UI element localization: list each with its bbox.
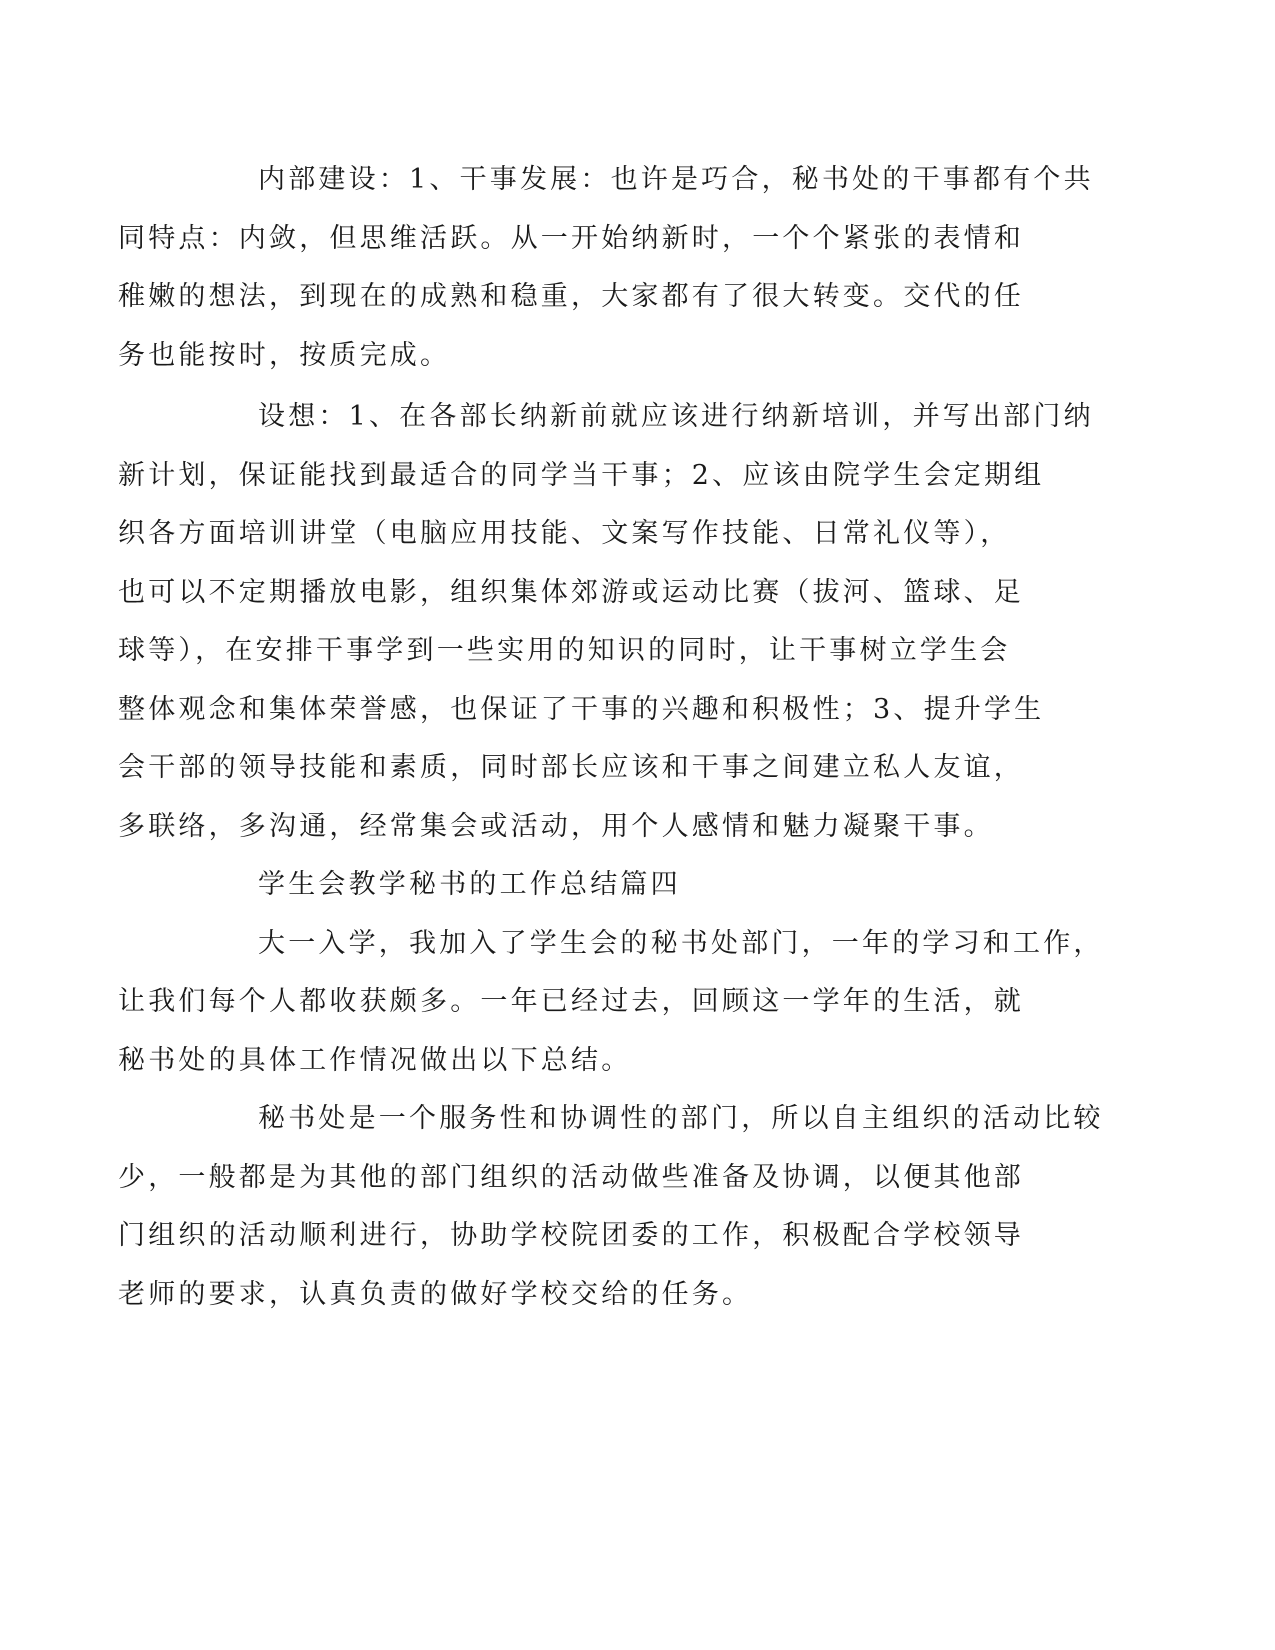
text-line: 会干部的领导技能和素质，同时部长应该和干事之间建立私人友谊， [118,752,1024,783]
document-body [118,151,1104,1324]
text-line: 球等），在安排干事学到一些实用的知识的同时，让干事树立学生会 [118,635,1011,666]
text-line: 整体观念和集体荣誉感，也保证了干事的兴趣和积极性；3、提升学生 [118,693,1045,725]
text-line: 内部建设：1、干事发展：也许是巧合，秘书处的干事都有个共 [258,164,1094,195]
text-line: 设想：1、在各部长纳新前就应该进行纳新培训，并写出部门纳 [258,401,1094,432]
paragraph-secretariat-role [118,1090,1104,1324]
text-line: 同特点：内敛，但思维活跃。从一开始纳新时，一个个紧张的表情和 [118,222,1024,254]
text-line: 秘书处是一个服务性和协调性的部门，所以自主组织的活动比较 [258,1103,1104,1134]
text-line: 大一入学，我加入了学生会的秘书处部门，一年的学习和工作， [258,927,1104,959]
paragraph-internal-construction [118,151,1094,385]
text-line: 多联络，多沟通，经常集会或活动，用个人感情和魅力凝聚干事。 [118,810,994,842]
text-line: 让我们每个人都收获颇多。一年已经过去，回顾这一学年的生活，就 [118,986,1024,1017]
heading-text: 学生会教学秘书的工作总结篇四 [258,869,681,900]
text-line: 少，一般都是为其他的部门组织的活动做些准备及协调，以便其他部 [118,1161,1024,1193]
text-line: 老师的要求，认真负责的做好学校交给的任务。 [118,1278,753,1310]
text-line: 织各方面培训讲堂（电脑应用技能、文案写作技能、日常礼仪等）， [118,518,1011,549]
text-line: 务也能按时，按质完成。 [118,339,451,371]
text-line: 门组织的活动顺利进行，协助学校院团委的工作，积极配合学校领导 [118,1220,1024,1251]
text-line: 秘书处的具体工作情况做出以下总结。 [118,1044,632,1076]
text-line: 稚嫩的想法，到现在的成熟和稳重，大家都有了很大转变。交代的任 [118,281,1024,312]
text-line: 新计划，保证能找到最适合的同学当干事；2、应该由院学生会定期组 [118,459,1045,491]
section-heading [188,856,1068,915]
paragraph-intro [118,915,1104,1091]
text-line: 也可以不定期播放电影，组织集体郊游或运动比赛（拔河、篮球、足 [118,576,1024,608]
paragraph-proposals [118,388,1094,856]
